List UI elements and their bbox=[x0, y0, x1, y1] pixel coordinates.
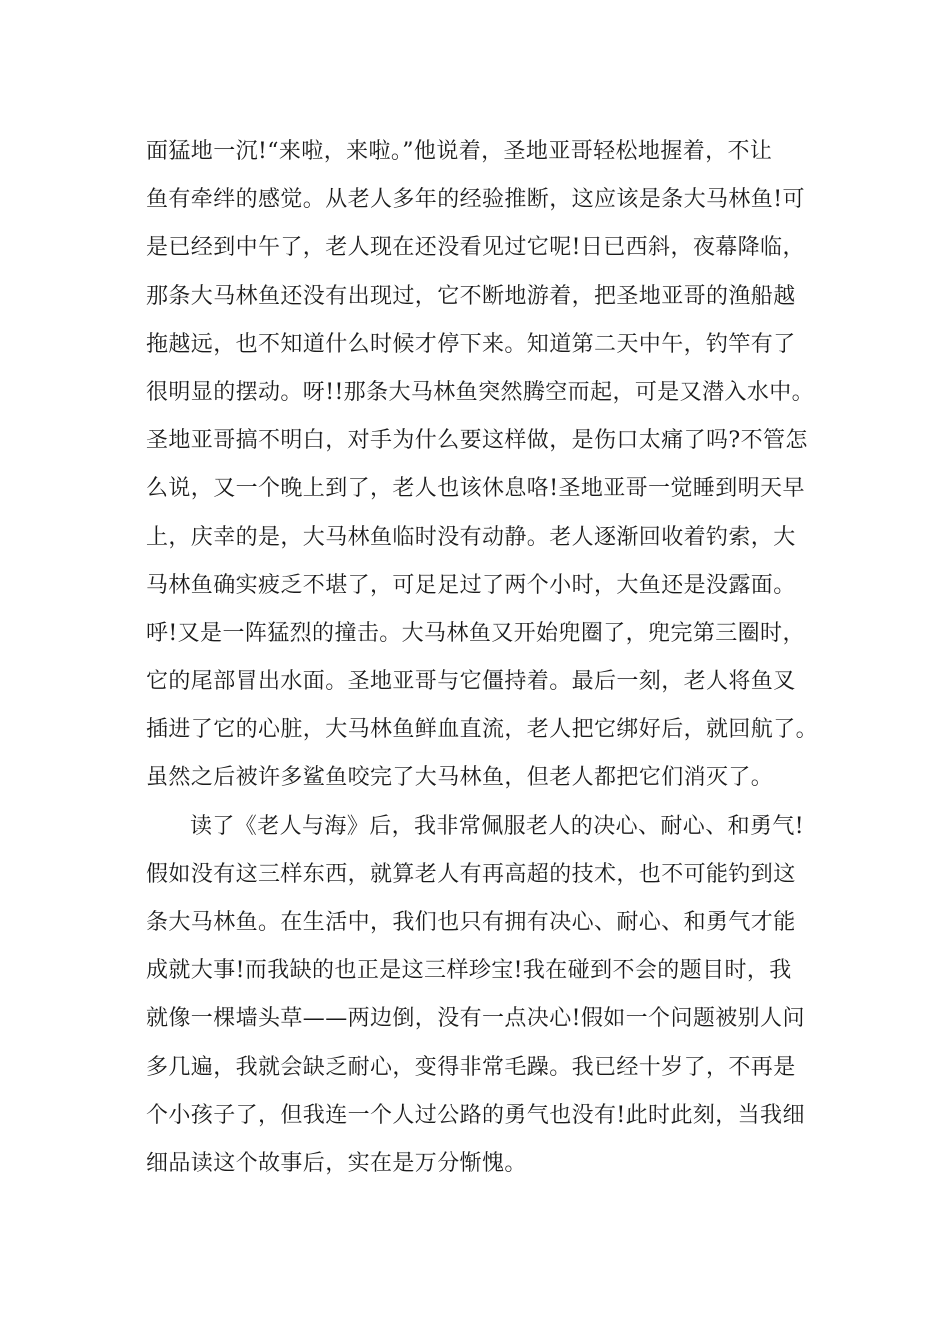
text-line: 读了《老人与海》后，我非常佩服老人的决心、耐心、和勇气! bbox=[190, 813, 805, 839]
text-line: 虽然之后被许多鲨鱼咬完了大马林鱼，但老人都把它们消灭了。 bbox=[146, 765, 774, 791]
text-line: 拖越远，也不知道什么时候才停下来。知道第二天中午，钓竿有了 bbox=[146, 331, 796, 357]
text-line: 个小孩子了，但我连一个人过公路的勇气也没有!此时此刻，当我细 bbox=[146, 1102, 805, 1128]
text-line: 是已经到中午了，老人现在还没看见过它呢!日已西斜，夜幕降临， bbox=[146, 235, 805, 261]
text-line: 就像一棵墙头草——两边倒，没有一点决心!假如一个问题被别人问 bbox=[146, 1006, 805, 1032]
text-line: 那条大马林鱼还没有出现过，它不断地游着，把圣地亚哥的渔船越 bbox=[146, 283, 796, 309]
text-line: 多几遍，我就会缺乏耐心，变得非常毛躁。我已经十岁了，不再是 bbox=[146, 1054, 796, 1080]
text-line: 圣地亚哥搞不明白，对手为什么要这样做，是伤口太痛了吗?不管怎 bbox=[146, 428, 808, 454]
text-line: 插进了它的心脏，大马林鱼鲜血直流，老人把它绑好后，就回航了。 bbox=[146, 717, 819, 743]
text-line: 条大马林鱼。在生活中，我们也只有拥有决心、耐心、和勇气才能 bbox=[146, 910, 796, 935]
text-line: 马林鱼确实疲乏不堪了，可足足过了两个小时，大鱼还是没露面。 bbox=[146, 572, 796, 598]
text-line: 上，庆幸的是，大马林鱼临时没有动静。老人逐渐回收着钓索，大 bbox=[146, 524, 796, 550]
text-line: 呼!又是一阵猛烈的撞击。大马林鱼又开始兜圈了，兜完第三圈时， bbox=[146, 620, 805, 646]
text-line: 很明显的摆动。呀!!那条大马林鱼突然腾空而起，可是又潜入水中。 bbox=[146, 379, 815, 405]
paragraph-1 bbox=[146, 132, 826, 798]
document-body bbox=[146, 132, 826, 1184]
text-line: 假如没有这三样东西，就算老人有再高超的技术，也不可能钓到这 bbox=[146, 861, 796, 887]
text-line: 它的尾部冒出水面。圣地亚哥与它僵持着。最后一刻，老人将鱼叉 bbox=[146, 669, 796, 695]
text-line: 细品读这个故事后，实在是万分惭愧。 bbox=[146, 1150, 527, 1176]
paragraph-2 bbox=[146, 807, 826, 1184]
text-line: 鱼有牵绊的感觉。从老人多年的经验推断，这应该是条大马林鱼!可 bbox=[146, 187, 805, 213]
text-line: 么说，又一个晚上到了，老人也该休息咯!圣地亚哥一觉睡到明天早 bbox=[146, 476, 805, 502]
text-line: 面猛地一沉!“来啦，来啦。”他说着，圣地亚哥轻松地握着，不让 bbox=[146, 139, 773, 164]
text-line: 成就大事!而我缺的也正是这三样珍宝!我在碰到不会的题目时，我 bbox=[146, 958, 792, 984]
